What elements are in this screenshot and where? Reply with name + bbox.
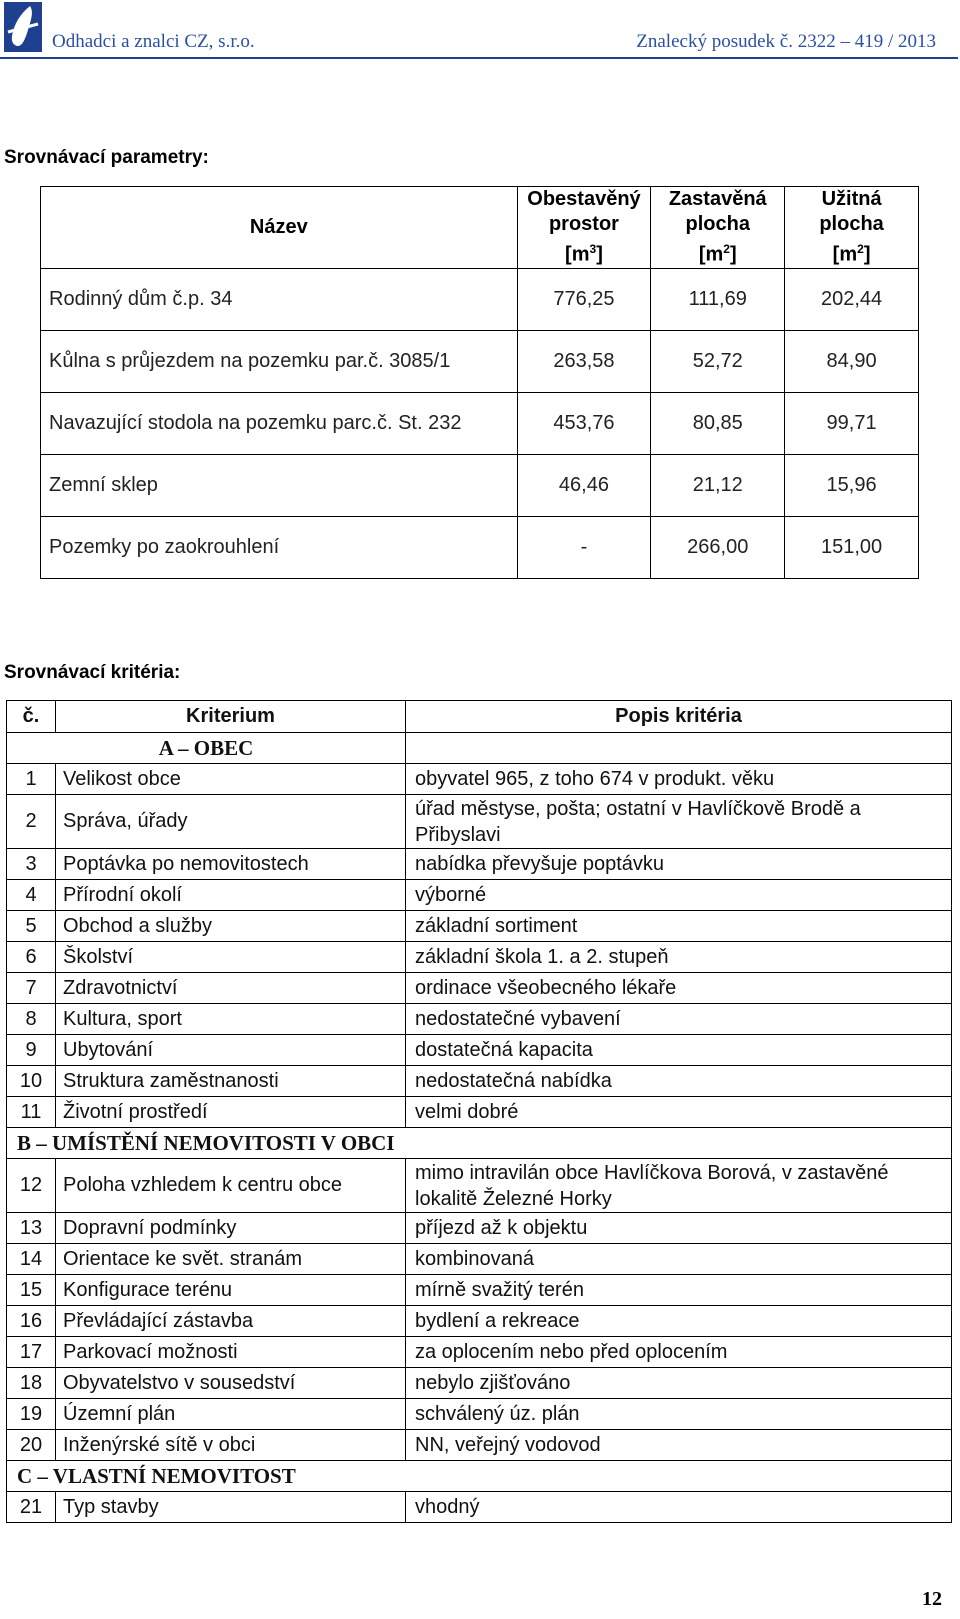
params-table (40, 186, 919, 579)
param-built-cell: 266,00 (651, 516, 785, 578)
criteria-row (7, 1275, 952, 1306)
criteria-description-cell: schválený úz. plán (406, 1399, 952, 1430)
criteria-number-cell: 21 (7, 1492, 56, 1523)
param-name-cell: Zemní sklep (41, 454, 518, 516)
criteria-description-cell: nedostatečné vybavení (406, 1004, 952, 1035)
criteria-name-cell: Inženýrské sítě v obci (56, 1430, 406, 1461)
criteria-title: Srovnávací kritéria: (4, 662, 181, 683)
criteria-name-cell: Správa, úřady (56, 795, 406, 849)
criteria-name-cell: Školství (56, 942, 406, 973)
criteria-name-cell: Kultura, sport (56, 1004, 406, 1035)
criteria-description-cell: NN, veřejný vodovod (406, 1430, 952, 1461)
criteria-row (7, 1399, 952, 1430)
criteria-number-cell: 16 (7, 1306, 56, 1337)
param-usable-cell: 202,44 (785, 268, 919, 330)
params-row (41, 330, 919, 392)
section-heading: C – VLASTNÍ NEMOVITOST (7, 1461, 952, 1492)
criteria-number-cell: 3 (7, 849, 56, 880)
criteria-header-row (7, 701, 952, 733)
criteria-number-cell: 9 (7, 1035, 56, 1066)
param-name-cell: Pozemky po zaokrouhlení (41, 516, 518, 578)
criteria-description-cell: mírně svažitý terén (406, 1275, 952, 1306)
criteria-row (7, 1244, 952, 1275)
criteria-row (7, 1492, 952, 1523)
col-criterion-header: Kriterium (56, 701, 406, 733)
criteria-row (7, 1097, 952, 1128)
report-number: Znalecký posudek č. 2322 – 419 / 2013 (636, 31, 936, 52)
criteria-row (7, 1159, 952, 1213)
criteria-description-cell: ordinace všeobecného lékaře (406, 973, 952, 1004)
param-name-cell: Kůlna s průjezdem na pozemku par.č. 3085/1 (41, 330, 518, 392)
criteria-description-cell: velmi dobré (406, 1097, 952, 1128)
criteria-name-cell: Dopravní podmínky (56, 1213, 406, 1244)
criteria-number-cell: 12 (7, 1159, 56, 1213)
criteria-row (7, 1004, 952, 1035)
page-header (0, 0, 958, 59)
criteria-row (7, 911, 952, 942)
param-volume-cell: - (517, 516, 651, 578)
criteria-number-cell: 19 (7, 1399, 56, 1430)
criteria-number-cell: 13 (7, 1213, 56, 1244)
criteria-description-cell: základní sortiment (406, 911, 952, 942)
criteria-name-cell: Obyvatelstvo v sousedství (56, 1368, 406, 1399)
criteria-row (7, 1213, 952, 1244)
param-name-cell: Rodinný dům č.p. 34 (41, 268, 518, 330)
criteria-number-cell: 2 (7, 795, 56, 849)
criteria-description-cell: dostatečná kapacita (406, 1035, 952, 1066)
params-row (41, 516, 919, 578)
criteria-row (7, 764, 952, 795)
params-row (41, 392, 919, 454)
criteria-description-cell: obyvatel 965, z toho 674 v produkt. věku (406, 764, 952, 795)
criteria-number-cell: 20 (7, 1430, 56, 1461)
criteria-number-cell: 17 (7, 1337, 56, 1368)
col-name-header: Název (41, 187, 518, 269)
criteria-description-cell: mimo intravilán obce Havlíčkova Borová, v zastavěné lokalitě Železné Horky (406, 1159, 952, 1213)
criteria-row (7, 973, 952, 1004)
criteria-number-cell: 5 (7, 911, 56, 942)
criteria-name-cell: Zdravotnictví (56, 973, 406, 1004)
page-number: 12 (922, 1588, 942, 1610)
criteria-number-cell: 15 (7, 1275, 56, 1306)
param-built-cell: 52,72 (651, 330, 785, 392)
company-name: Odhadci a znalci CZ, s.r.o. (52, 31, 255, 52)
criteria-name-cell: Poptávka po nemovitostech (56, 849, 406, 880)
criteria-name-cell: Konfigurace terénu (56, 1275, 406, 1306)
params-title: Srovnávací parametry: (4, 147, 209, 168)
criteria-row (7, 1035, 952, 1066)
criteria-row (7, 1430, 952, 1461)
criteria-name-cell: Ubytování (56, 1035, 406, 1066)
criteria-description-cell: nebylo zjišťováno (406, 1368, 952, 1399)
criteria-row (7, 1337, 952, 1368)
param-volume-cell: 453,76 (517, 392, 651, 454)
criteria-description-cell: výborné (406, 880, 952, 911)
col-no-header: č. (7, 701, 56, 733)
col-volume-header: Obestavěný prostor $[m^3]$ (517, 187, 651, 269)
criteria-number-cell: 4 (7, 880, 56, 911)
param-usable-cell: 84,90 (785, 330, 919, 392)
param-name-cell: Navazující stodola na pozemku parc.č. St. 232 (41, 392, 518, 454)
criteria-number-cell: 10 (7, 1066, 56, 1097)
criteria-table (6, 700, 952, 1523)
criteria-description-cell: za oplocením nebo před oplocením (406, 1337, 952, 1368)
criteria-name-cell: Obchod a služby (56, 911, 406, 942)
param-usable-cell: 151,00 (785, 516, 919, 578)
param-usable-cell: 15,96 (785, 454, 919, 516)
criteria-number-cell: 7 (7, 973, 56, 1004)
criteria-name-cell: Územní plán (56, 1399, 406, 1430)
params-row (41, 268, 919, 330)
criteria-description-cell: úřad městyse, pošta; ostatní v Havlíčkově Brodě a Přibyslavi (406, 795, 952, 849)
criteria-number-cell: 18 (7, 1368, 56, 1399)
criteria-name-cell: Životní prostředí (56, 1097, 406, 1128)
criteria-description-cell: kombinovaná (406, 1244, 952, 1275)
param-built-cell: 21,12 (651, 454, 785, 516)
criteria-description-cell: základní škola 1. a 2. stupeň (406, 942, 952, 973)
criteria-number-cell: 6 (7, 942, 56, 973)
param-built-cell: 111,69 (651, 268, 785, 330)
empty-cell (406, 733, 952, 764)
param-volume-cell: 263,58 (517, 330, 651, 392)
criteria-description-cell: bydlení a rekreace (406, 1306, 952, 1337)
criteria-name-cell: Typ stavby (56, 1492, 406, 1523)
section-heading: A – OBEC (7, 733, 406, 764)
section-row (7, 733, 952, 764)
criteria-name-cell: Orientace ke svět. stranám (56, 1244, 406, 1275)
criteria-number-cell: 14 (7, 1244, 56, 1275)
criteria-number-cell: 11 (7, 1097, 56, 1128)
criteria-name-cell: Přírodní okolí (56, 880, 406, 911)
col-built-header: Zastavěná plocha $[m^2]$ (651, 187, 785, 269)
criteria-name-cell: Struktura zaměstnanosti (56, 1066, 406, 1097)
param-volume-cell: 776,25 (517, 268, 651, 330)
criteria-number-cell: 1 (7, 764, 56, 795)
params-header-row (41, 187, 919, 269)
section-heading: B – UMÍSTĚNÍ NEMOVITOSTI V OBCI (7, 1128, 952, 1159)
param-usable-cell: 99,71 (785, 392, 919, 454)
criteria-description-cell: vhodný (406, 1492, 952, 1523)
params-row (41, 454, 919, 516)
param-built-cell: 80,85 (651, 392, 785, 454)
section-row (7, 1461, 952, 1492)
criteria-description-cell: příjezd až k objektu (406, 1213, 952, 1244)
section-row (7, 1128, 952, 1159)
criteria-name-cell: Převládající zástavba (56, 1306, 406, 1337)
company-logo-icon (4, 2, 42, 52)
criteria-number-cell: 8 (7, 1004, 56, 1035)
criteria-description-cell: nedostatečná nabídka (406, 1066, 952, 1097)
col-description-header: Popis kritéria (406, 701, 952, 733)
criteria-row (7, 795, 952, 849)
criteria-row (7, 849, 952, 880)
criteria-name-cell: Poloha vzhledem k centru obce (56, 1159, 406, 1213)
criteria-row (7, 1368, 952, 1399)
criteria-row (7, 1066, 952, 1097)
col-usable-header: Užitná plocha $[m^2]$ (785, 187, 919, 269)
criteria-row (7, 942, 952, 973)
criteria-name-cell: Velikost obce (56, 764, 406, 795)
criteria-name-cell: Parkovací možnosti (56, 1337, 406, 1368)
criteria-row (7, 1306, 952, 1337)
param-volume-cell: 46,46 (517, 454, 651, 516)
criteria-row (7, 880, 952, 911)
criteria-description-cell: nabídka převyšuje poptávku (406, 849, 952, 880)
